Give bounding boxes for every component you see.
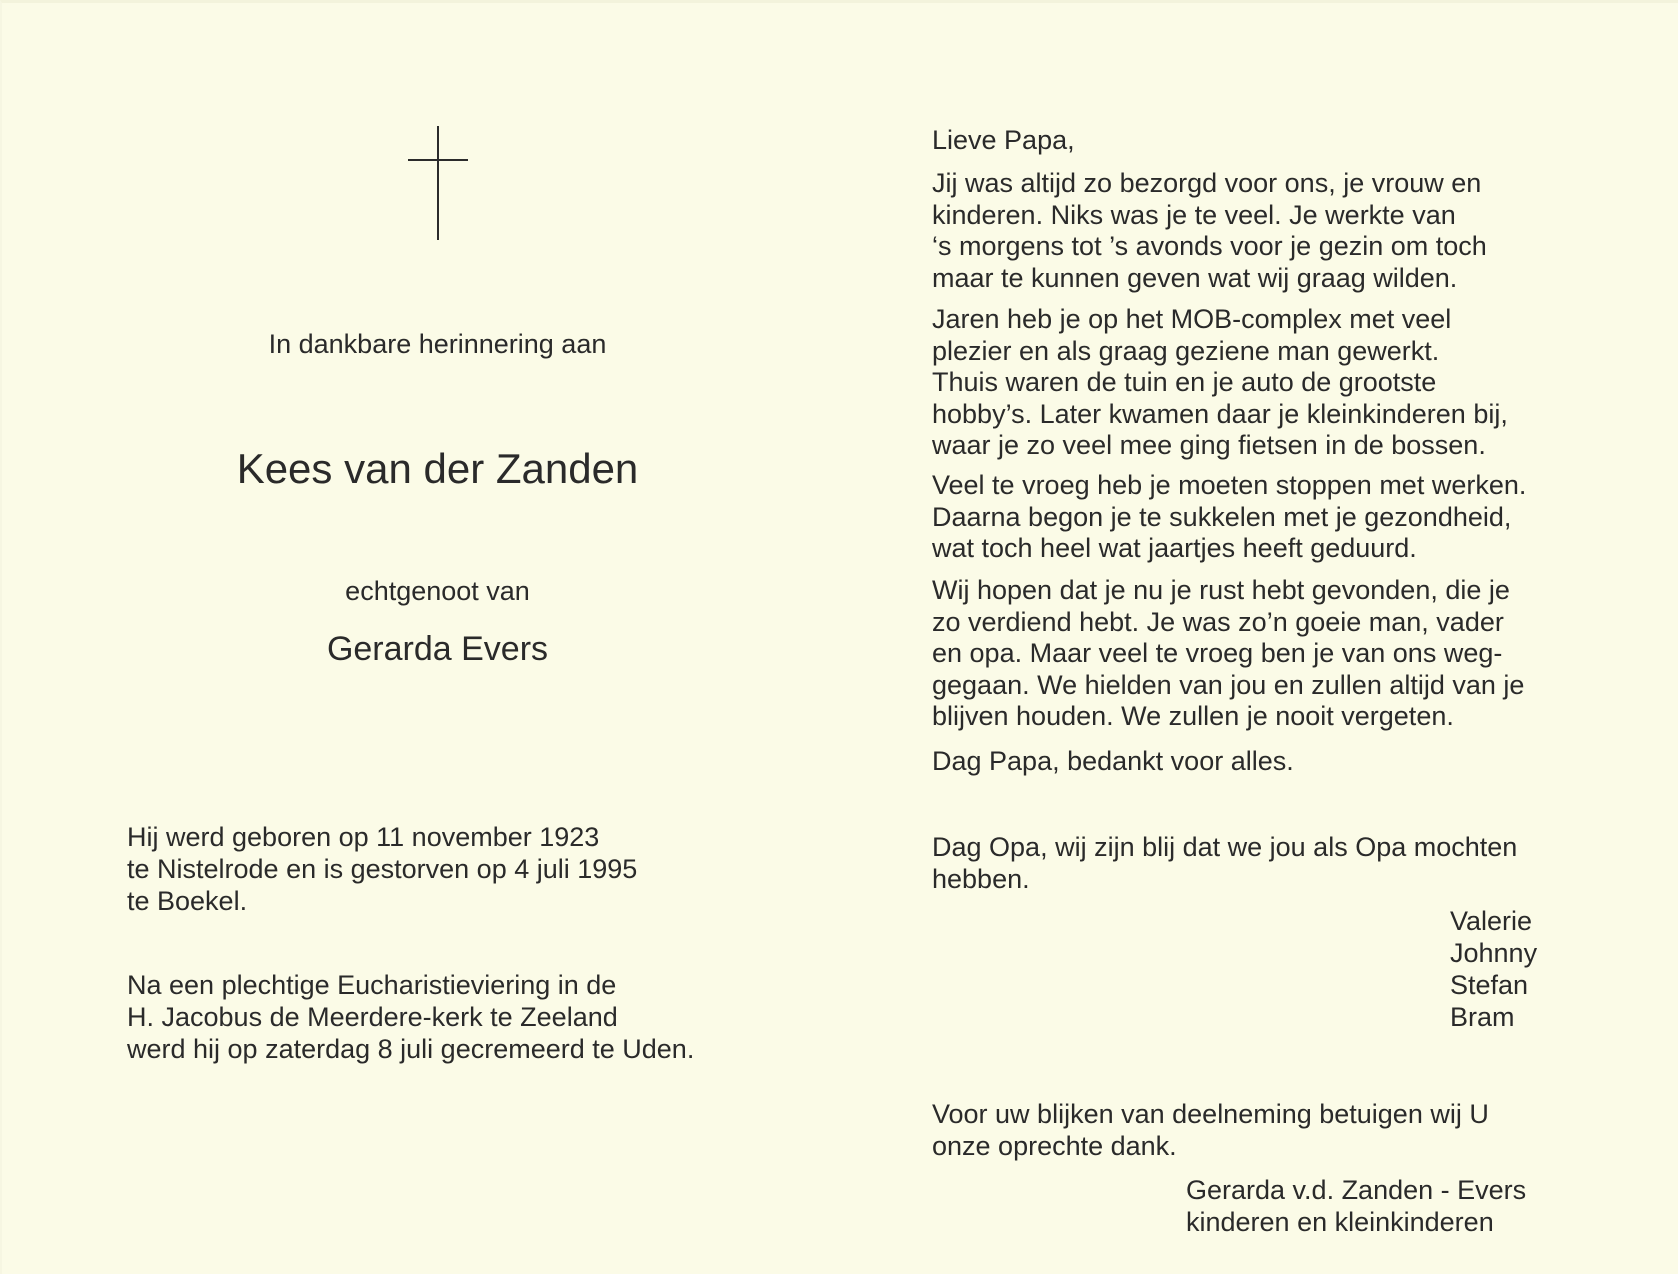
text-line: Na een plechtige Eucharistieviering in de <box>127 970 617 1000</box>
text-line: Gerarda v.d. Zanden - Evers <box>1186 1175 1527 1205</box>
text-line: Dag Opa, wij zijn blij dat we jou als Opa mochten <box>932 832 1518 862</box>
text-line: Jaren heb je op het MOB-complex met veel <box>932 304 1452 334</box>
text-line: werd hij op zaterdag 8 juli gecremeerd te Uden. <box>127 1034 695 1064</box>
text-line: blijven houden. We zullen je nooit vergeten. <box>932 701 1454 731</box>
text-line: hobby’s. Later kwamen daar je kleinkinderen bij, <box>932 398 1508 429</box>
text-line: waar je zo veel mee ging fietsen in de bossen. <box>932 430 1486 460</box>
salutation: Lieve Papa, <box>932 125 1075 155</box>
letter-paragraph-4 <box>932 575 1524 733</box>
text-line: te Boekel. <box>127 886 248 916</box>
text-line: maar te kunnen geven wat wij graag wilden. <box>932 262 1458 293</box>
dedication-text: In dankbare herinnering aan <box>268 329 607 359</box>
cross-icon <box>408 126 468 240</box>
text-line: Wij hopen dat je nu je rust hebt gevonden, die je <box>932 575 1510 605</box>
thanks-paragraph <box>932 1099 1489 1162</box>
text-line: te Nistelrode en is gestorven op 4 juli 1995 <box>127 854 638 884</box>
text-line: hebben. <box>932 863 1030 894</box>
grandchild-name: Valerie <box>1450 906 1533 936</box>
letter-paragraph-3 <box>932 470 1526 565</box>
text-line: kinderen. Niks was je te veel. Je werkte van <box>932 199 1456 230</box>
text-line: Daarna begon je te sukkelen met je gezondheid, <box>932 501 1512 532</box>
deceased-name: Kees van der Zanden <box>236 445 639 492</box>
spouse-label: echtgenoot van <box>345 576 530 606</box>
letter-paragraph-1 <box>932 168 1487 294</box>
grandchild-name: Bram <box>1450 1002 1515 1032</box>
grandchild-name: Johnny <box>1450 938 1538 968</box>
closing-line <box>932 746 1294 778</box>
text-line: Veel te vroeg heb je moeten stoppen met werken. <box>932 470 1527 500</box>
funeral-paragraph <box>127 969 694 1065</box>
spouse-name: Gerarda Evers <box>326 630 549 668</box>
text-line: ‘s morgens tot ’s avonds voor je gezin om toch <box>932 231 1487 261</box>
text-line: plezier en als graag geziene man gewerkt. <box>932 335 1440 366</box>
text-line: zo verdiend hebt. Je was zo’n goeie man, vader <box>932 606 1504 637</box>
text-line: Thuis waren de tuin en je auto de grootste <box>932 367 1437 397</box>
grandchildren-signatures <box>1450 905 1537 1033</box>
text-line: Voor uw blijken van deelneming betuigen wij U <box>932 1099 1489 1129</box>
text-line: kinderen en kleinkinderen <box>1186 1207 1494 1237</box>
text-line: onze oprechte dank. <box>932 1130 1177 1161</box>
birth-death-paragraph <box>127 821 637 917</box>
text-line: Hij werd geboren op 11 november 1923 <box>127 822 600 852</box>
opa-paragraph <box>932 832 1517 895</box>
grandchild-name: Stefan <box>1450 970 1529 1000</box>
text-line: wat toch heel wat jaartjes heeft geduurd. <box>932 533 1417 563</box>
text-line: H. Jacobus de Meerdere-kerk te Zeeland <box>127 1002 618 1032</box>
text-line: en opa. Maar veel te vroeg ben je van ons weg- <box>932 638 1503 668</box>
text-line: Jij was altijd zo bezorgd voor ons, je vrouw en <box>932 168 1482 198</box>
text-line: Dag Papa, bedankt voor alles. <box>932 746 1294 776</box>
letter-paragraph-2 <box>932 304 1508 462</box>
family-signature <box>1186 1174 1526 1238</box>
text-line: gegaan. We hielden van jou en zullen altijd van je <box>932 669 1525 700</box>
